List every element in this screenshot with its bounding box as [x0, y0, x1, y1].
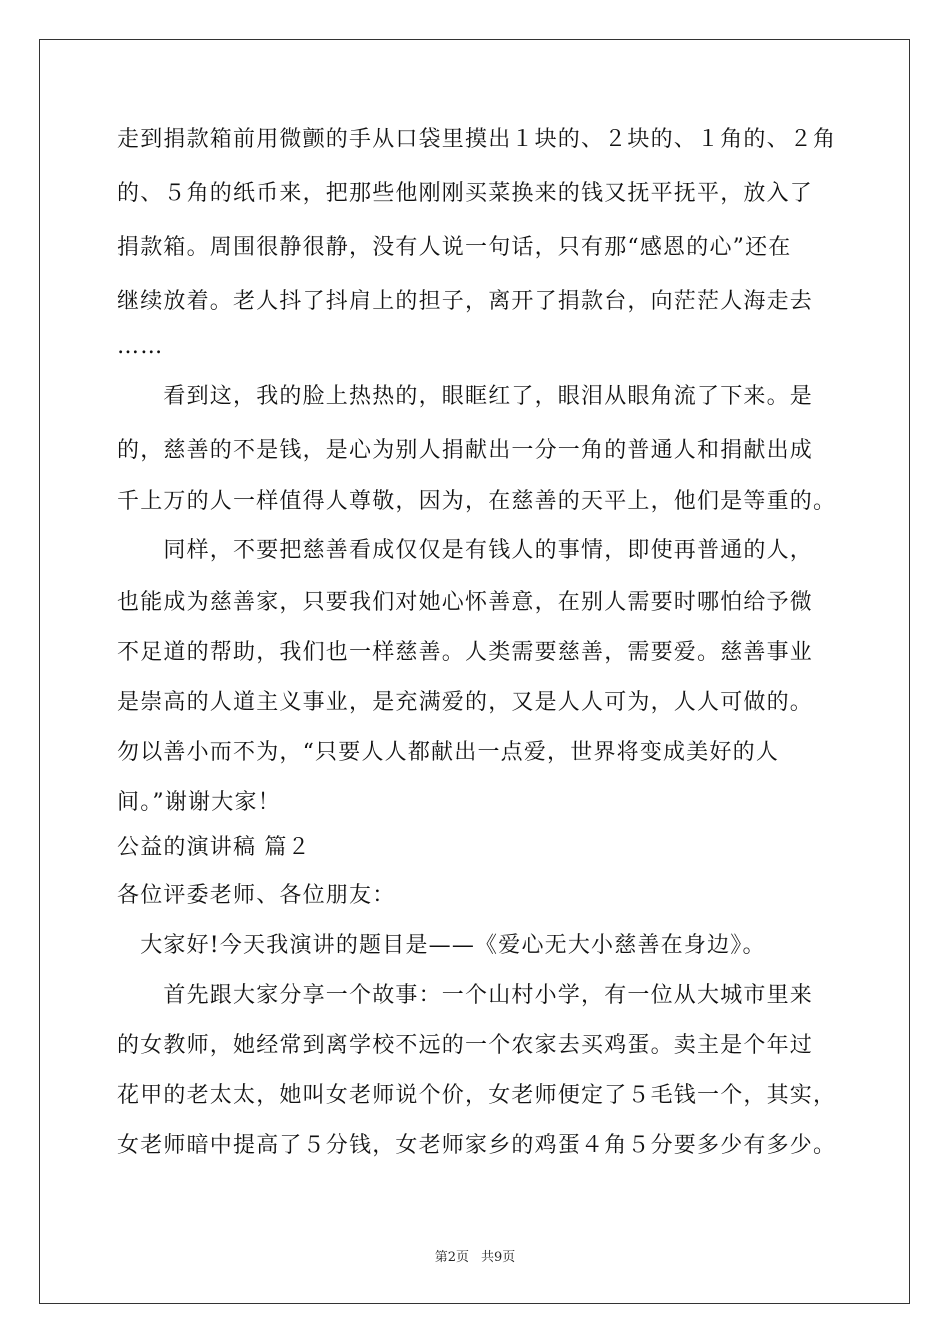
text-line: 各位评委老师、各位朋友：	[117, 883, 396, 908]
text-line: ……	[117, 334, 164, 359]
page-border	[39, 39, 910, 1304]
text-line: 是崇高的人道主义事业，是充满爱的，又是人人可为，人人可做的。	[117, 690, 814, 715]
text-line: 同样，不要把慈善看成仅仅是有钱人的事情，即使再普通的人，	[117, 538, 814, 563]
text-line: 勿以善小而不为，“只要人人都献出一点爱，世界将变成美好的人	[117, 740, 780, 765]
text-line: 的，慈善的不是钱，是心为别人捐献出一分一角的普通人和捐献出成	[117, 438, 814, 463]
text-line: 女老师暗中提高了５分钱，女老师家乡的鸡蛋４角５分要多少有多少。	[117, 1133, 837, 1158]
text-line: 走到捐款箱前用微颤的手从口袋里摸出１块的、２块的、１角的、２角	[117, 127, 837, 152]
text-line: 的女教师，她经常到离学校不远的一个农家去买鸡蛋。卖主是个年过	[117, 1033, 814, 1058]
text-line: 花甲的老太太，她叫女老师说个价，女老师便定了５毛钱一个，其实，	[117, 1083, 837, 1108]
text-line: 捐款箱。周围很静很静，没有人说一句话，只有那“感恩的心”还在	[117, 235, 792, 260]
text-line: 不足道的帮助，我们也一样慈善。人类需要慈善，需要爱。慈善事业	[117, 640, 814, 665]
text-line: 千上万的人一样值得人尊敬，因为，在慈善的天平上，他们是等重的。	[117, 489, 837, 514]
section-heading: 公益的演讲稿 篇２	[117, 835, 311, 860]
text-line: 继续放着。老人抖了抖肩上的担子，离开了捐款台，向茫茫人海走去	[117, 289, 814, 314]
page-number: 第2页	[434, 1250, 469, 1265]
text-line: 的、５角的纸币来，把那些他刚刚买菜换来的钱又抚平抚平，放入了	[117, 181, 814, 206]
text-line: 看到这，我的脸上热热的，眼眶红了，眼泪从眼角流了下来。是	[117, 384, 814, 409]
page-total: 共9页	[481, 1250, 516, 1265]
text-line: 也能成为慈善家，只要我们对她心怀善意，在别人需要时哪怕给予微	[117, 590, 814, 615]
text-line: 大家好!今天我演讲的题目是——《爱心无大小慈善在身边》。	[117, 933, 766, 958]
text-line: 首先跟大家分享一个故事：一个山村小学，有一位从大城市里来	[117, 983, 814, 1008]
page-footer	[0, 1246, 950, 1265]
text-line: 间。”谢谢大家！	[117, 790, 281, 815]
